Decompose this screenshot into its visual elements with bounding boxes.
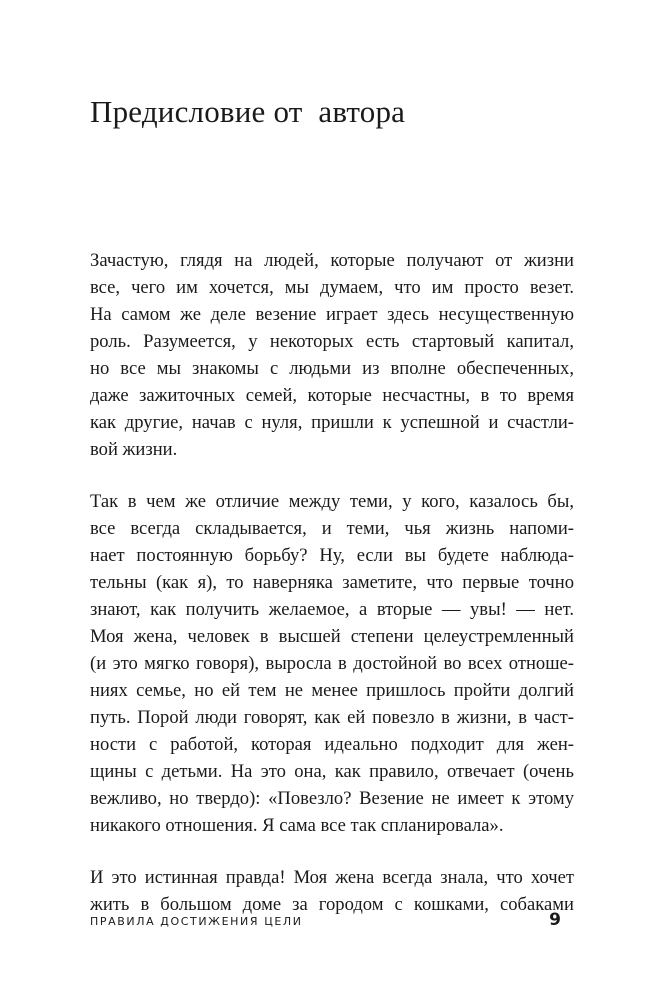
text-line: ниях семье, но ей тем не менее пришлось пройти долгий [90, 680, 574, 701]
text-line: (и это мягко говоря), выросла в достойной во всех отноше- [90, 653, 574, 674]
text-line: вежливо, но твердо): «Повезло? Везение не имеет к этому [90, 788, 574, 809]
text-line: даже зажиточных семей, которые несчастны, в то время [90, 385, 574, 406]
paragraph-3 [90, 864, 574, 918]
text-line: ности с работой, которая идеально подходит для жен- [90, 734, 574, 755]
text-line: жить в большом доме за городом с кошками, собаками [90, 894, 574, 915]
text-line: все всегда складывается, и теми, чья жизнь напоми- [90, 518, 574, 539]
text-line: Зачастую, глядя на людей, которые получают от жизни [90, 250, 574, 271]
text-line: знают, как получить желаемое, а вторые — увы! — нет. [90, 599, 574, 620]
page-number: 9 [549, 910, 561, 930]
running-footer: ПРАВИЛА ДОСТИЖЕНИЯ ЦЕЛИ [90, 915, 303, 928]
text-line: путь. Порой люди говорят, как ей повезло в жизни, в част- [90, 707, 574, 728]
text-line: как другие, начав с нуля, пришли к успешной и счастли- [90, 412, 574, 433]
paragraph-2 [90, 488, 574, 839]
text-line: тельны (как я), то наверняка заметите, что первые точно [90, 572, 574, 593]
text-line: но все мы знакомы с людьми из вполне обеспеченных, [90, 358, 574, 379]
text-line: щины с детьми. На это она, как правило, отвечает (очень [90, 761, 574, 782]
text-line: нает постоянную борьбу? Ну, если вы будете наблюда- [90, 545, 574, 566]
paragraph-1 [90, 247, 574, 463]
text-line: все, чего им хочется, мы думаем, что им просто везет. [90, 277, 574, 298]
text-line: роль. Разумеется, у некоторых есть стартовый капитал, [90, 331, 574, 352]
text-line: никакого отношения. Я сама все так спланировала». [90, 815, 504, 836]
text-line: вой жизни. [90, 439, 178, 460]
body-text [90, 247, 574, 943]
chapter-title: Предисловие от автора [90, 94, 406, 129]
text-line: Так в чем же отличие между теми, у кого, казалось бы, [90, 491, 574, 512]
text-line: И это истинная правда! Моя жена всегда знала, что хочет [90, 867, 574, 888]
text-line: Моя жена, человек в высшей степени целеустремленный [90, 626, 574, 647]
text-line: На самом же деле везение играет здесь несущественную [90, 304, 574, 325]
